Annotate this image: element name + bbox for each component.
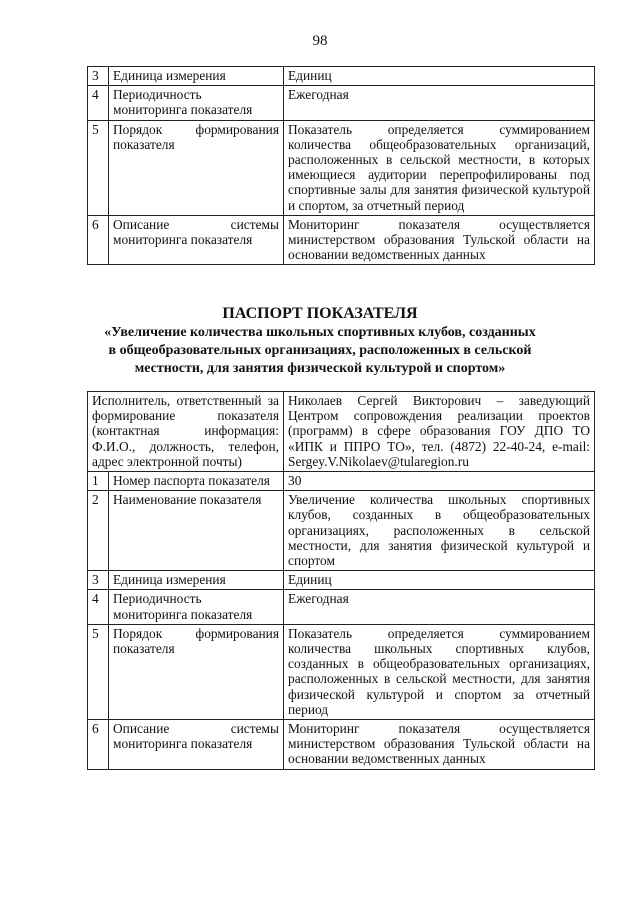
row-label: Описание системы мониторинга показателя: [109, 720, 284, 770]
table-row: [88, 571, 595, 590]
passport-subtitle-line: местности, для занятия физической культурой и спортом»: [134, 361, 506, 376]
row-number: 1: [88, 472, 109, 491]
table-row: [88, 590, 595, 624]
row-value: Показатель определяется суммированием количества общеобразовательных организаций, расположенных в сельской местности, в которых имеющиеся аудитории перепрофилированы под спортивные залы для занятия физической культурой и спортом, за отчетный период: [284, 120, 595, 215]
row-value: Ежегодная: [284, 590, 595, 624]
executor-row: [88, 392, 595, 472]
row-label: Порядок формирования показателя: [109, 120, 284, 215]
executor-value: Николаев Сергей Викторович – заведующий Центром сопровождения реализации проектов (программ) в сфере образования ГОУ ДПО ТО «ИПК и ППРО ТО», тел. (4872) 22-40-24, e-mail: Sergey.V.Nikolaev@tularegion.ru: [284, 392, 595, 472]
passport-subtitle-line: «Увеличение количества школьных спортивных клубов, созданных: [104, 325, 536, 340]
row-number: 5: [88, 120, 109, 215]
row-label: Порядок формирования показателя: [109, 624, 284, 719]
row-value: Единиц: [284, 571, 595, 590]
row-number: 4: [88, 590, 109, 624]
row-number: 3: [88, 571, 109, 590]
table-row: [88, 120, 595, 215]
row-value: Ежегодная: [284, 86, 595, 120]
row-number: 3: [88, 67, 109, 86]
row-value: 30: [284, 472, 595, 491]
row-number: 2: [88, 491, 109, 571]
row-label: Периодичность мониторинга показателя: [109, 86, 284, 120]
row-label: Описание системы мониторинга показателя: [109, 215, 284, 265]
table-row: [88, 215, 595, 265]
row-label: Единица измерения: [109, 67, 284, 86]
row-number: 5: [88, 624, 109, 719]
row-value: Мониторинг показателя осуществляется министерством образования Тульской области на основании ведомственных данных: [284, 720, 595, 770]
table-row: [88, 624, 595, 719]
row-label: Наименование показателя: [109, 491, 284, 571]
table-row: [88, 720, 595, 770]
row-value: Увеличение количества школьных спортивных клубов, созданных в общеобразовательных организациях, расположенных в сельской местности, для занятия физической культурой и спортом: [284, 491, 595, 571]
executor-label: Исполнитель, ответственный за формирование показателя (контактная информация: Ф.И.О., должность, телефон, адрес электронной почты): [88, 392, 284, 472]
row-value: Показатель определяется суммированием количества школьных спортивных клубов, созданных в общеобразовательных организациях, расположенных в сельской местности, для занятия физической культурой и спортом за отчетный период: [284, 624, 595, 719]
indicator-passport-table: [87, 391, 595, 770]
row-value: Единиц: [284, 67, 595, 86]
page-number: 98: [312, 33, 328, 49]
row-number: 6: [88, 215, 109, 265]
row-value: Мониторинг показателя осуществляется министерством образования Тульской области на основании ведомственных данных: [284, 215, 595, 265]
table-row: [88, 86, 595, 120]
table-row: [88, 472, 595, 491]
table-row: [88, 491, 595, 571]
row-label: Номер паспорта показателя: [109, 472, 284, 491]
table-row: [88, 67, 595, 86]
row-number: 4: [88, 86, 109, 120]
indicator-table-continued: [87, 66, 595, 265]
row-number: 6: [88, 720, 109, 770]
passport-subtitle: [0, 324, 640, 378]
passport-title: ПАСПОРТ ПОКАЗАТЕЛЯ: [222, 305, 418, 322]
passport-subtitle-line: в общеобразовательных организациях, расположенных в сельской: [108, 343, 532, 358]
row-label: Периодичность мониторинга показателя: [109, 590, 284, 624]
row-label: Единица измерения: [109, 571, 284, 590]
